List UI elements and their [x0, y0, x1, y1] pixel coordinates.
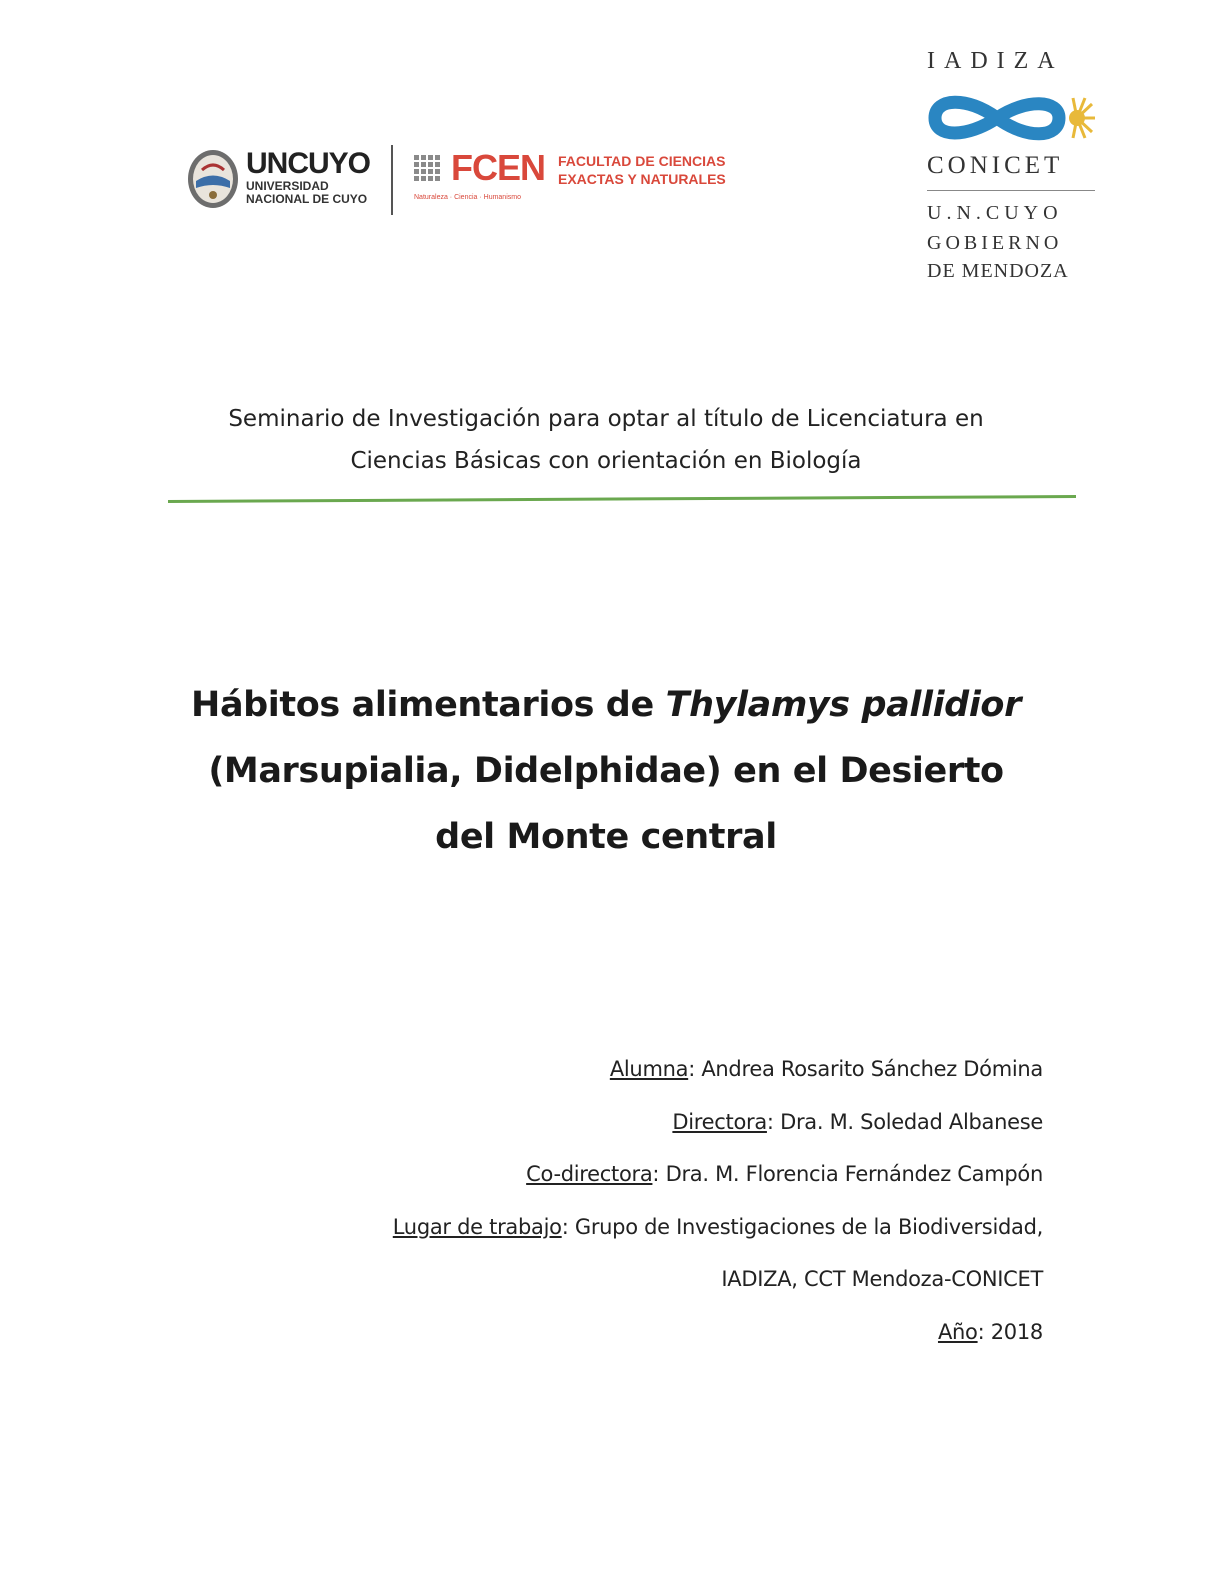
seminar-line2: Ciencias Básicas con orientación en Biología	[350, 448, 862, 474]
separator: :	[688, 1057, 702, 1081]
iadiza-wordmark: IADIZA	[927, 48, 1064, 74]
codirector-name: Dra. M. Florencia Fernández Campón	[665, 1162, 1043, 1186]
student-label: Alumna	[609, 1057, 689, 1081]
gobierno-affiliation: GOBIERNO	[927, 232, 1063, 254]
year-row	[300, 1313, 1043, 1366]
workplace-line1: Grupo de Investigaciones de la Biodiversidad,	[574, 1214, 1043, 1239]
workplace-row-continued	[300, 1260, 1043, 1313]
mendoza-affiliation: DE MENDOZA	[927, 260, 1069, 282]
uncuyo-seal-icon	[186, 148, 240, 210]
uncuyo-subtitle-line1: UNIVERSIDAD	[246, 179, 329, 193]
year-value: 2018	[990, 1319, 1043, 1344]
logo-divider	[391, 145, 393, 215]
workplace-line2: IADIZA, CCT Mendoza-CONICET	[721, 1267, 1043, 1291]
fcen-tagline: Naturaleza · Ciencia · Humanismo	[414, 194, 521, 201]
codirector-row	[300, 1155, 1043, 1208]
thesis-title	[120, 672, 1092, 870]
director-label: Directora	[672, 1109, 767, 1134]
iadiza-divider	[927, 190, 1095, 191]
green-divider	[168, 490, 1076, 504]
fcen-grid-icon	[414, 155, 446, 187]
fcen-wordmark: FCEN	[451, 147, 545, 188]
separator: :	[977, 1319, 991, 1344]
uncuyo-wordmark: UNCUYO	[246, 147, 371, 180]
conicet-emblem-icon	[927, 88, 1097, 148]
director-row	[300, 1103, 1043, 1156]
workplace-row	[300, 1208, 1043, 1261]
codirector-label: Co-directora	[526, 1162, 653, 1186]
student-row	[300, 1050, 1043, 1103]
title-line3: del Monte central	[435, 817, 777, 857]
workplace-label: Lugar de trabajo	[392, 1214, 562, 1239]
seminar-heading	[150, 398, 1062, 482]
iadiza-conicet-logo	[922, 48, 1102, 288]
species-name: Thylamys pallidior	[665, 685, 1021, 725]
fcen-full-name-line1: FACULTAD DE CIENCIAS	[558, 153, 726, 169]
year-label: Año	[937, 1319, 978, 1344]
title-line2: (Marsupialia, Didelphidae) en el Desierto	[208, 751, 1004, 791]
conicet-wordmark: CONICET	[927, 152, 1064, 179]
seminar-line1: Seminario de Investigación para optar al título de Licenciatura en	[228, 406, 984, 432]
student-name: Andrea Rosarito Sánchez Dómina	[701, 1057, 1043, 1081]
credits-block	[300, 1050, 1043, 1365]
title-prefix: Hábitos alimentarios de	[191, 685, 666, 725]
director-name: Dra. M. Soledad Albanese	[780, 1109, 1043, 1134]
uncuyo-affiliation: U.N.CUYO	[927, 202, 1063, 224]
title-line1	[120, 672, 1092, 738]
separator: :	[652, 1162, 666, 1186]
separator: :	[766, 1109, 781, 1134]
fcen-full-name-line2: EXACTAS Y NATURALES	[558, 171, 726, 187]
university-logo-strip	[186, 145, 746, 217]
separator: :	[561, 1214, 575, 1239]
uncuyo-subtitle-line2: NACIONAL DE CUYO	[246, 192, 368, 206]
